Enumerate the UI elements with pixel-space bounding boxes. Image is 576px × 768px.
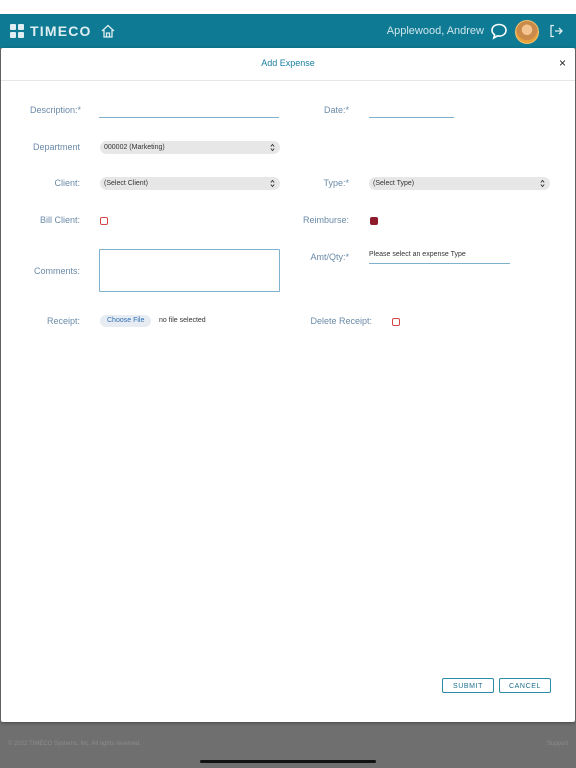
home-indicator (200, 760, 376, 763)
department-label: Department (32, 142, 80, 152)
dialog-title: Add Expense (261, 58, 315, 68)
client-value: (Select Client) (104, 180, 148, 187)
client-label: Client: (54, 178, 80, 188)
footer-copyright: © 2022 TIMECO Systems, Inc. All rights reserved. (8, 741, 142, 747)
submit-button[interactable]: SUBMIT (442, 678, 494, 693)
amt-qty-message: Please select an expense Type (369, 251, 510, 264)
add-expense-dialog (1, 48, 575, 722)
comments-label: Comments: (33, 266, 80, 276)
department-select[interactable] (100, 141, 280, 154)
receipt-label: Receipt: (46, 316, 80, 326)
type-select[interactable] (369, 177, 550, 190)
app-logo[interactable] (10, 23, 92, 39)
delete-receipt-checkbox[interactable] (392, 318, 400, 326)
bill-client-label: Bill Client: (39, 215, 80, 225)
user-name[interactable]: Applewood, Andrew (386, 25, 484, 37)
chevron-updown-icon (270, 143, 275, 152)
top-navigation-bar (0, 14, 576, 48)
type-value: (Select Type) (373, 180, 415, 187)
logout-icon[interactable] (548, 23, 564, 39)
description-label: Description:* (29, 105, 81, 115)
close-icon[interactable]: × (558, 56, 566, 70)
user-avatar[interactable] (515, 20, 539, 44)
choose-file-button[interactable]: Choose File (100, 315, 151, 327)
delete-receipt-label: Delete Receipt: (310, 316, 372, 326)
logo-text: TIMECO (30, 23, 92, 39)
status-bar (0, 0, 576, 14)
logo-icon (10, 24, 24, 38)
chevron-updown-icon (270, 179, 275, 188)
reimburse-label: Reimburse: (302, 215, 349, 225)
client-select[interactable] (100, 177, 280, 190)
dialog-header (1, 48, 575, 81)
amt-qty-label: Amt/Qty:* (310, 252, 349, 262)
file-status-text: no file selected (159, 317, 206, 324)
chat-icon[interactable] (490, 22, 508, 40)
comments-textarea[interactable] (99, 249, 280, 292)
description-input[interactable] (99, 103, 279, 118)
reimburse-checkbox[interactable] (370, 217, 378, 225)
chevron-updown-icon (540, 179, 545, 188)
date-label: Date:* (323, 105, 349, 115)
date-input[interactable] (369, 103, 454, 118)
bill-client-checkbox[interactable] (100, 217, 108, 225)
cancel-button[interactable]: CANCEL (499, 678, 551, 693)
department-value: 000002 (Marketing) (104, 144, 165, 151)
type-label: Type:* (323, 178, 349, 188)
footer-support-link[interactable]: Support (546, 741, 568, 747)
home-icon[interactable] (100, 23, 116, 39)
